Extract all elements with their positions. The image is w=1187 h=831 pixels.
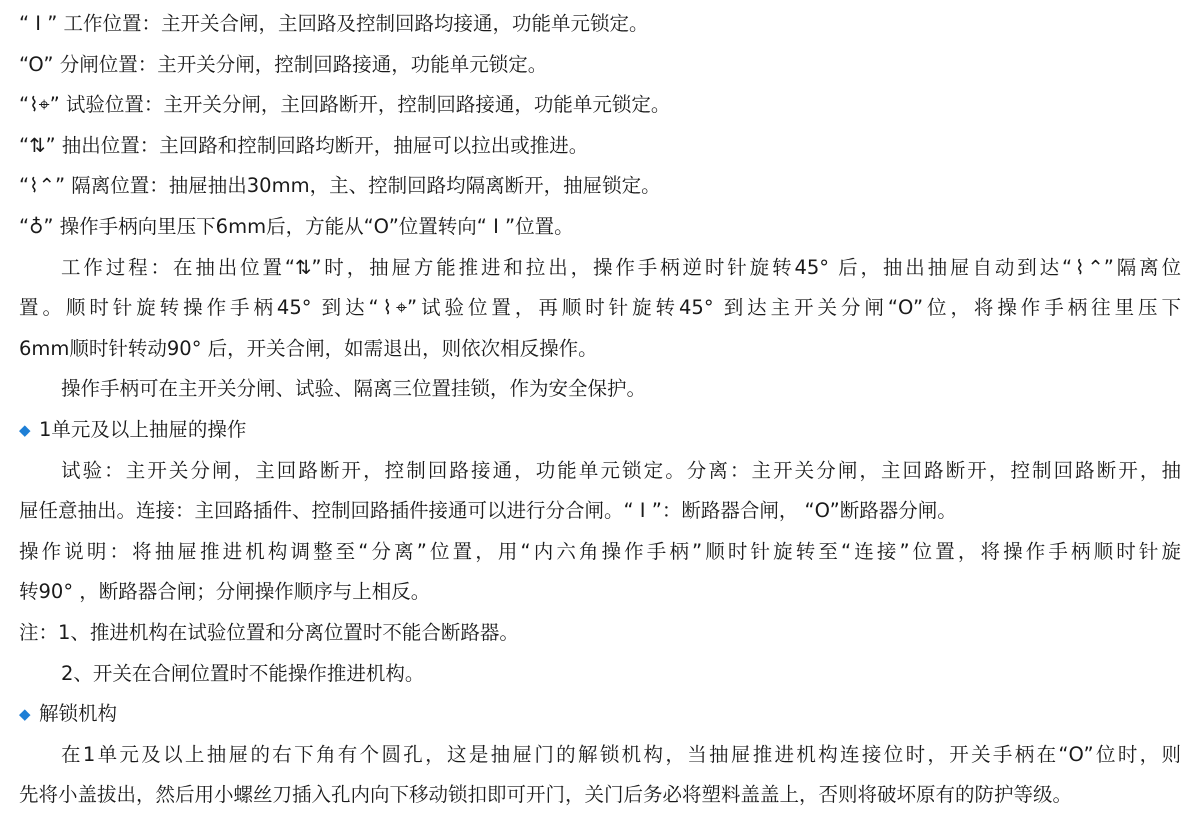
lock-note: 操作手柄可在主开关分闸、试验、隔离三位置挂锁，作为安全保护。	[61, 377, 647, 401]
position-test-line: “⌇⌖” 试验位置：主开关分闸，主回路断开，控制回路接通，功能单元锁定。	[19, 93, 671, 117]
diamond-bullet-icon: ◆	[19, 420, 31, 439]
section1-body-line-1: 试验：主开关分闸，主回路断开，控制回路接通，功能单元锁定。分离：主开关分闸，主回路断开，控制回路断开，抽	[61, 458, 1181, 482]
instructions-line-2: 转90° ，断路器合闸；分闸操作顺序与上相反。	[19, 580, 431, 604]
section2-body-line-2: 先将小盖拔出，然后用小螺丝刀插入孔内向下移动锁扣即可开门，关门后务必将塑料盖盖上，否则将破坏原有的防护等级。	[19, 783, 1073, 807]
section1-heading-text: 1单元及以上抽屉的操作	[39, 417, 247, 441]
section2-heading-text: 解锁机构	[39, 702, 118, 726]
instructions-line-1: 操作说明：将抽屉推进机构调整至“分离”位置，用“内六角操作手柄”顺时针旋转至“连接”位置，将操作手柄顺时针旋	[19, 539, 1181, 563]
work-process-line-2: 置。顺时针旋转操作手柄45° 到达“⌇⌖”试验位置，再顺时针旋转45° 到达主开关分闸“O”位，将操作手柄往里压下	[19, 296, 1181, 320]
handle-press-line: “♁” 操作手柄向里压下6mm后，方能从“O”位置转向“ I ”位置。	[19, 214, 574, 238]
position-open-line: “O” 分闸位置：主开关分闸，控制回路接通，功能单元锁定。	[19, 52, 548, 76]
section1-heading	[19, 410, 1181, 451]
section2-heading	[19, 694, 1181, 735]
work-process-line-1: 工作过程：在抽出位置“⇅”时，抽屉方能推进和拉出，操作手柄逆时针旋转45° 后，抽出抽屉自动到达“⌇⌃”隔离位	[61, 255, 1181, 279]
position-withdrawn-line: “⇅” 抽出位置：主回路和控制回路均断开，抽屉可以拉出或推进。	[19, 133, 589, 157]
note-line-2: 2、开关在合闸位置时不能操作推进机构。	[61, 661, 425, 685]
note-line-1: 注：1、推进机构在试验位置和分离位置时不能合断路器。	[19, 620, 519, 644]
section2-body-line-1: 在1单元及以上抽屉的右下角有个圆孔，这是抽屉门的解锁机构，当抽屉推进机构连接位时，开关手柄在“O”位时，则	[61, 742, 1181, 766]
section1-body-line-2: 屉任意抽出。连接：主回路插件、控制回路插件接通可以进行分合闸。“ I ”：断路器合闸， “O”断路器分闸。	[19, 499, 957, 523]
diamond-bullet-icon: ◆	[19, 705, 31, 724]
work-process-line-3: 6mm顺时针转动90° 后，开关合闸，如需退出，则依次相反操作。	[19, 336, 598, 360]
position-isolated-line: “⌇⌃” 隔离位置：抽屉抽出30mm，主、控制回路均隔离断开，抽屉锁定。	[19, 174, 661, 198]
position-closed-line: “ I ” 工作位置：主开关合闸，主回路及控制回路均接通，功能单元锁定。	[19, 12, 649, 35]
